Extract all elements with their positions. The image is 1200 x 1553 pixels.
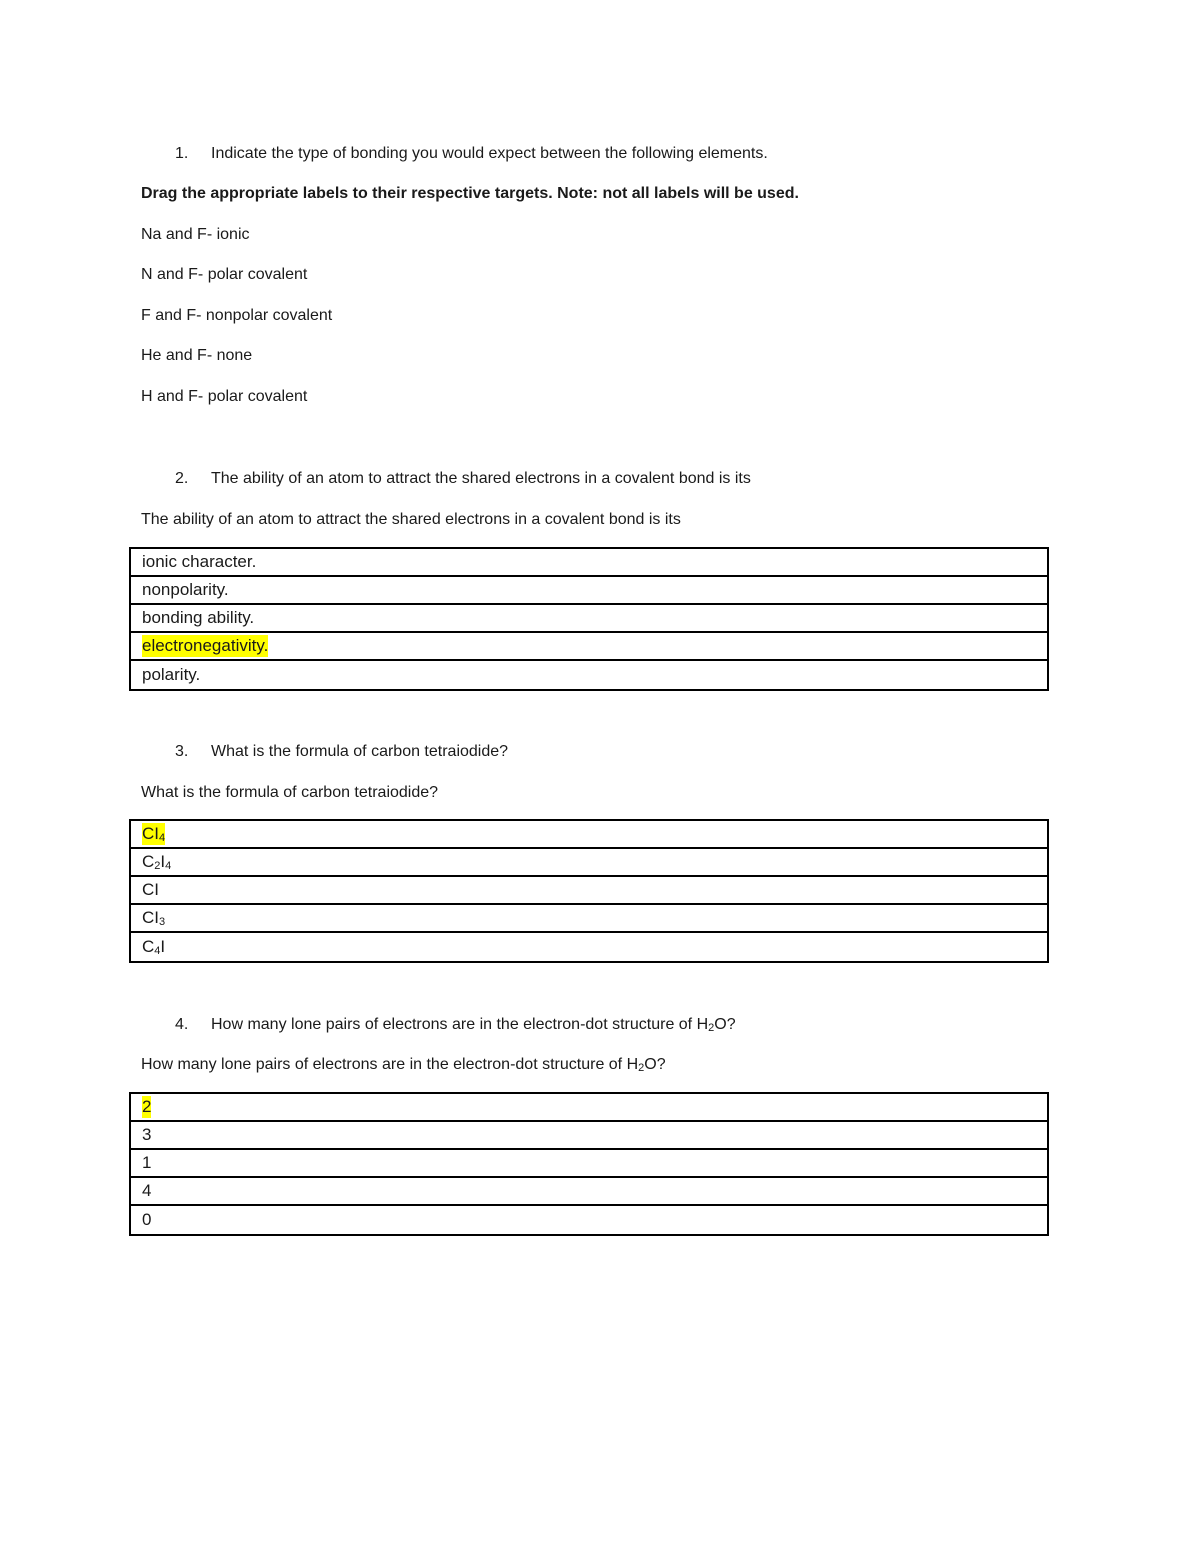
q4-option-text: 3 <box>142 1125 152 1144</box>
q1-answer: Na and F- ionic <box>141 226 250 243</box>
q3-prompt <box>175 742 508 762</box>
q2-repeat: The ability of an atom to attract the shared electrons in a covalent bond is its <box>141 511 681 528</box>
q2-option-selected[interactable] <box>131 633 1047 661</box>
q3-options-table <box>129 819 1049 963</box>
q4-option[interactable] <box>131 1150 1047 1178</box>
q2-option-text: bonding ability. <box>142 608 255 627</box>
q4-options-table <box>129 1092 1049 1236</box>
q3-option-text <box>142 851 171 873</box>
q2-option-text: nonpolarity. <box>142 580 229 599</box>
q2-option-text: polarity. <box>142 665 201 684</box>
q3-option[interactable] <box>131 933 1047 961</box>
q4-option-text: 4 <box>142 1181 152 1200</box>
q1-answer: H and F- polar covalent <box>141 388 308 405</box>
q4-prompt-subscript: 2 <box>708 1022 715 1034</box>
q4-repeat-subscript: 2 <box>638 1062 645 1074</box>
q4-prompt-text <box>211 1016 736 1033</box>
formula-subscript: 3 <box>159 916 166 928</box>
q4-prompt <box>175 1015 736 1035</box>
q1-answer: He and F- none <box>141 347 253 364</box>
q2-option[interactable] <box>131 577 1047 605</box>
q2-option-text-highlighted: electronegativity. <box>142 636 269 655</box>
q3-option-selected[interactable] <box>131 821 1047 849</box>
q4-option[interactable] <box>131 1122 1047 1150</box>
q3-repeat: What is the formula of carbon tetraiodide? <box>141 784 439 801</box>
formula-rest: I <box>160 937 166 956</box>
q3-option-text <box>142 879 159 901</box>
q3-option-text <box>142 936 165 958</box>
q1-prompt-text: Indicate the type of bonding you would expect between the following elements. <box>211 145 768 162</box>
q4-repeat-post: O? <box>644 1056 666 1073</box>
q2-prompt <box>175 469 751 489</box>
q4-option[interactable] <box>131 1178 1047 1206</box>
q2-option[interactable] <box>131 605 1047 633</box>
q4-prompt-post: O? <box>714 1016 736 1033</box>
q3-option-text-highlighted <box>142 823 165 845</box>
q3-option-text <box>142 907 165 929</box>
q4-option-text: 1 <box>142 1153 152 1172</box>
q4-repeat <box>141 1055 666 1075</box>
q1-prompt <box>175 144 768 164</box>
formula-subscript: 4 <box>165 860 172 872</box>
q1-answer: F and F- nonpolar covalent <box>141 307 333 324</box>
formula-base: CI <box>142 880 159 899</box>
q2-prompt-text: The ability of an atom to attract the shared electrons in a covalent bond is its <box>211 470 751 487</box>
formula-base: C <box>142 937 155 956</box>
q4-option-text: 0 <box>142 1210 152 1229</box>
formula-base: CI <box>142 824 159 843</box>
formula-base: CI <box>142 908 159 927</box>
q4-option-text-highlighted: 2 <box>142 1097 152 1116</box>
q4-option[interactable] <box>131 1206 1047 1234</box>
formula-subscript: 4 <box>159 832 166 844</box>
q2-option[interactable] <box>131 549 1047 577</box>
q3-prompt-text: What is the formula of carbon tetraiodide? <box>211 743 509 760</box>
q2-option[interactable] <box>131 661 1047 689</box>
q2-options-table <box>129 547 1049 691</box>
q1-answer: N and F- polar covalent <box>141 266 308 283</box>
q2-number: 2. <box>175 470 189 487</box>
q4-number: 4. <box>175 1016 189 1033</box>
q1-instruction: Drag the appropriate labels to their respective targets. Note: not all labels will be used. <box>141 185 799 202</box>
q3-option[interactable] <box>131 877 1047 905</box>
q3-number: 3. <box>175 743 189 760</box>
q3-option[interactable] <box>131 905 1047 933</box>
formula-base: C <box>142 852 155 871</box>
formula-subscript: 2 <box>154 860 161 872</box>
q4-prompt-pre: How many lone pairs of electrons are in the electron-dot structure of H <box>211 1016 709 1033</box>
q1-number: 1. <box>175 145 189 162</box>
q4-repeat-pre: How many lone pairs of electrons are in the electron-dot structure of H <box>141 1056 639 1073</box>
q2-option-text: ionic character. <box>142 552 257 571</box>
q4-option-selected[interactable] <box>131 1094 1047 1122</box>
q3-option[interactable] <box>131 849 1047 877</box>
formula-rest: I <box>160 852 166 871</box>
formula-subscript: 4 <box>154 945 161 957</box>
